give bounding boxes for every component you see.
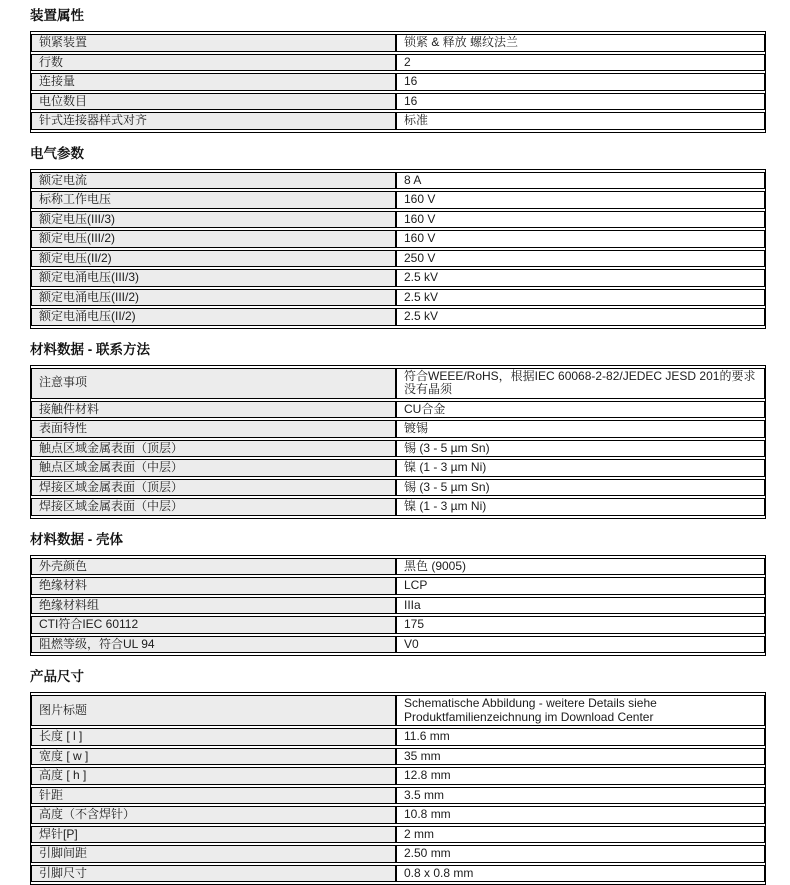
table-row — [31, 34, 765, 52]
property-value-cell: 2 mm — [396, 826, 765, 844]
property-value-cell: V0 — [396, 636, 765, 654]
property-label-cell: 引脚尺寸 — [31, 865, 396, 883]
property-value-cell: 160 V — [396, 211, 765, 229]
spec-table — [30, 692, 766, 885]
table-row — [31, 172, 765, 190]
property-label-cell: 绝缘材料 — [31, 577, 396, 595]
table-row — [31, 748, 765, 766]
property-value-cell: 2.5 kV — [396, 289, 765, 307]
table-row — [31, 498, 765, 516]
property-value-cell: LCP — [396, 577, 765, 595]
property-label-cell: 表面特性 — [31, 420, 396, 438]
property-label-cell: 注意事项 — [31, 368, 396, 399]
property-label-cell: 接触件材料 — [31, 401, 396, 419]
property-label-cell: CTI符合IEC 60112 — [31, 616, 396, 634]
property-value-cell: IIIa — [396, 597, 765, 615]
spec-table — [30, 169, 766, 329]
table-row — [31, 420, 765, 438]
table-row — [31, 826, 765, 844]
property-label-cell: 电位数目 — [31, 93, 396, 111]
spec-section — [30, 668, 766, 885]
property-label-cell: 额定电压(III/3) — [31, 211, 396, 229]
property-value-cell: 250 V — [396, 250, 765, 268]
spec-table-body — [31, 172, 765, 326]
property-label-cell: 高度 [ h ] — [31, 767, 396, 785]
property-label-cell: 额定电压(III/2) — [31, 230, 396, 248]
spec-document — [30, 7, 766, 885]
table-row — [31, 73, 765, 91]
table-row — [31, 93, 765, 111]
property-value-cell: Schematische Abbildung - weitere Details siehe Produktfamilienzeichnung im Download Center — [396, 695, 765, 726]
property-label-cell: 绝缘材料组 — [31, 597, 396, 615]
property-label-cell: 额定电涌电压(III/3) — [31, 269, 396, 287]
table-row — [31, 636, 765, 654]
table-row — [31, 597, 765, 615]
property-value-cell: 镍 (1 - 3 µm Ni) — [396, 498, 765, 516]
property-value-cell: 镍 (1 - 3 µm Ni) — [396, 459, 765, 477]
property-label-cell: 连接量 — [31, 73, 396, 91]
property-value-cell: CU合金 — [396, 401, 765, 419]
table-row — [31, 401, 765, 419]
table-row — [31, 459, 765, 477]
property-value-cell: 2.5 kV — [396, 308, 765, 326]
table-row — [31, 211, 765, 229]
table-row — [31, 845, 765, 863]
property-value-cell: 2.50 mm — [396, 845, 765, 863]
table-row — [31, 865, 765, 883]
property-label-cell: 图片标题 — [31, 695, 396, 726]
table-row — [31, 54, 765, 72]
property-value-cell: 16 — [396, 73, 765, 91]
property-label-cell: 宽度 [ w ] — [31, 748, 396, 766]
property-label-cell: 针距 — [31, 787, 396, 805]
table-row — [31, 787, 765, 805]
table-row — [31, 695, 765, 726]
property-label-cell: 行数 — [31, 54, 396, 72]
property-label-cell: 标称工作电压 — [31, 191, 396, 209]
spec-table-body — [31, 695, 765, 882]
property-value-cell: 标准 — [396, 112, 765, 130]
property-label-cell: 阻燃等级，符合UL 94 — [31, 636, 396, 654]
property-label-cell: 焊针[P] — [31, 826, 396, 844]
spec-section — [30, 145, 766, 329]
section-title: 电气参数 — [30, 145, 84, 161]
property-value-cell: 2.5 kV — [396, 269, 765, 287]
table-row — [31, 112, 765, 130]
property-label-cell: 焊接区域金属表面（顶层） — [31, 479, 396, 497]
property-label-cell: 高度（不含焊针） — [31, 806, 396, 824]
spec-table — [30, 365, 766, 519]
section-title: 材料数据 - 壳体 — [30, 531, 123, 547]
spec-section — [30, 531, 766, 657]
table-row — [31, 289, 765, 307]
spec-table-body — [31, 558, 765, 654]
property-value-cell: 16 — [396, 93, 765, 111]
property-label-cell: 额定电流 — [31, 172, 396, 190]
spec-table — [30, 555, 766, 657]
property-label-cell: 焊接区域金属表面（中层） — [31, 498, 396, 516]
table-row — [31, 806, 765, 824]
property-value-cell: 锡 (3 - 5 µm Sn) — [396, 440, 765, 458]
table-row — [31, 269, 765, 287]
property-value-cell: 8 A — [396, 172, 765, 190]
property-value-cell: 镀锡 — [396, 420, 765, 438]
table-row — [31, 191, 765, 209]
property-value-cell: 黑色 (9005) — [396, 558, 765, 576]
property-value-cell: 符合WEEE/RoHS，根据IEC 60068-2-82/JEDEC JESD 201的要求没有晶须 — [396, 368, 765, 399]
property-label-cell: 锁紧装置 — [31, 34, 396, 52]
section-title: 产品尺寸 — [30, 669, 84, 684]
table-row — [31, 767, 765, 785]
property-value-cell: 10.8 mm — [396, 806, 765, 824]
property-label-cell: 长度 [ l ] — [31, 728, 396, 746]
property-value-cell: 11.6 mm — [396, 728, 765, 746]
property-label-cell: 外壳颜色 — [31, 558, 396, 576]
property-label-cell: 引脚间距 — [31, 845, 396, 863]
property-value-cell: 3.5 mm — [396, 787, 765, 805]
spec-table-body — [31, 34, 765, 130]
property-value-cell: 175 — [396, 616, 765, 634]
property-value-cell: 160 V — [396, 230, 765, 248]
spec-table — [30, 31, 766, 133]
table-row — [31, 577, 765, 595]
property-value-cell: 2 — [396, 54, 765, 72]
spec-table-body — [31, 368, 765, 516]
property-label-cell: 额定电涌电压(II/2) — [31, 308, 396, 326]
property-label-cell: 额定电涌电压(III/2) — [31, 289, 396, 307]
property-value-cell: 160 V — [396, 191, 765, 209]
property-label-cell: 触点区域金属表面（中层） — [31, 459, 396, 477]
property-value-cell: 锡 (3 - 5 µm Sn) — [396, 479, 765, 497]
property-value-cell: 0.8 x 0.8 mm — [396, 865, 765, 883]
property-value-cell: 12.8 mm — [396, 767, 765, 785]
table-row — [31, 616, 765, 634]
spec-section — [30, 341, 766, 519]
property-value-cell: 锁紧 & 释放 螺纹法兰 — [396, 34, 765, 52]
table-row — [31, 728, 765, 746]
section-title: 材料数据 - 联系方法 — [30, 341, 150, 357]
table-row — [31, 558, 765, 576]
table-row — [31, 308, 765, 326]
property-label-cell: 触点区域金属表面（顶层） — [31, 440, 396, 458]
table-row — [31, 250, 765, 268]
spec-section — [30, 7, 766, 133]
section-title: 装置属性 — [30, 8, 84, 23]
property-value-cell: 35 mm — [396, 748, 765, 766]
table-row — [31, 479, 765, 497]
property-label-cell: 针式连接器样式对齐 — [31, 112, 396, 130]
property-label-cell: 额定电压(II/2) — [31, 250, 396, 268]
table-row — [31, 230, 765, 248]
table-row — [31, 440, 765, 458]
table-row — [31, 368, 765, 399]
